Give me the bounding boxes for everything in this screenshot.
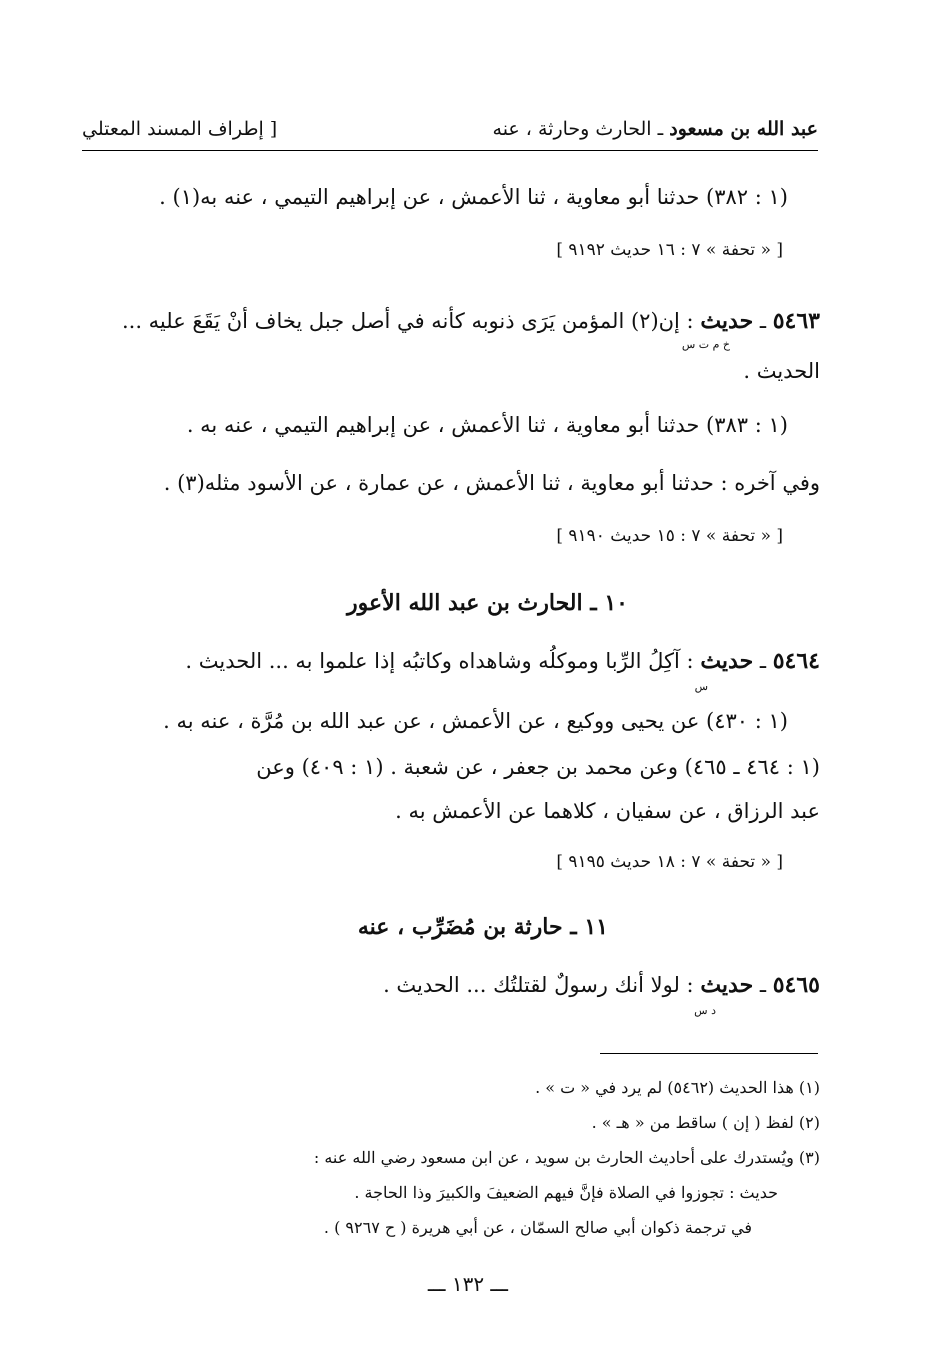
dash: ـ [759, 309, 767, 333]
dash: ـ [759, 649, 767, 673]
hadith-label: حديث [700, 972, 754, 998]
hadith-sigla: خ م ت س [681, 338, 730, 351]
hadith-label: حديث [700, 648, 754, 674]
footnote-2: (٢) لفظ ( إن ) ساقط من « هـ » . [591, 1113, 820, 1132]
section-heading-10: ١٠ ـ الحارث بن عبد الله الأعور [347, 590, 628, 616]
tuhfa-reference-3: [ « تحفة » ٧ : ١٨ حديث ٩١٩٥ ] [556, 852, 783, 872]
hadith-number: ٥٤٦٥ [772, 972, 820, 998]
hadith-5463 [122, 306, 820, 336]
hadith-text: : لولا أنك رسولٌ لقتلتُك ... الحديث . [383, 973, 694, 997]
footnote-separator [600, 1053, 818, 1054]
isnad-line-6: عبد الرزاق ، عن سفيان ، كلاهما عن الأعمش به . [395, 799, 820, 823]
footnote-3-line-3: في ترجمة ذكوان أبي صالح السمّان ، عن أبي هريرة ( ح ٩٢٦٧ ) . [323, 1218, 752, 1237]
hadith-text: : إن(٢) المؤمن يَرَى ذنوبه كأنه في أصل جبل يخاف أنْ يَقَعَ عليه ... [121, 309, 694, 333]
hadith-sigla: س [694, 680, 708, 693]
tuhfa-reference-2: [ « تحفة » ٧ : ١٥ حديث ٩١٩٠ ] [556, 526, 783, 546]
dash: ـ [759, 973, 767, 997]
running-header-right [493, 118, 818, 140]
isnad-line-4: (١ : ٤٣٠) عن يحيى ووكيع ، عن الأعمش ، عن عبد الله بن مُرَّة ، عنه به . [163, 709, 788, 733]
hadith-5464 [185, 646, 820, 676]
isnad-line-3: وفي آخره : حدثنا أبو معاوية ، ثنا الأعمش ، عن عمارة ، عن الأسود مثله(٣) . [163, 471, 820, 495]
isnad-line-5: (١ : ٤٦٤ ـ ٤٦٥) وعن محمد بن جعفر ، عن شعبة . (١ : ٤٠٩) وعن [256, 755, 820, 779]
hadith-label: حديث [700, 308, 754, 334]
section-heading-11: ١١ ـ حارثة بن مُضَرِّب ، عنه [357, 914, 608, 940]
header-rule [82, 150, 818, 151]
hadith-5463-continuation: الحديث . [743, 359, 820, 383]
hadith-number: ٥٤٦٣ [772, 308, 820, 334]
running-header-left: [ إطراف المسند المعتلي [82, 118, 278, 140]
hadith-number: ٥٤٦٤ [772, 648, 820, 674]
footnote-1: (١) هذا الحديث (٥٤٦٢) لم يرد في « ت » . [535, 1078, 820, 1097]
isnad-line-1: (١ : ٣٨٢) حدثنا أبو معاوية ، ثنا الأعمش ، عن إبراهيم التيمي ، عنه به(١) . [159, 185, 788, 209]
hadith-sigla: د س [694, 1004, 716, 1017]
footnote-3-line-2: حديث : تجوزوا في الصلاة فإنَّ فيهم الضعيفَ والكبيرَ وذا الحاجة . [354, 1183, 778, 1202]
footnote-3: (٣) ويُستدرك على أحاديث الحارث بن سويد ، عن ابن مسعود رضي الله عنه : [313, 1148, 820, 1167]
header-author: عبد الله بن مسعود [669, 118, 818, 140]
hadith-text: : آكِلُ الرِّبا وموكلُه وشاهداه وكاتبُه إذا علموا به ... الحديث . [185, 649, 694, 673]
tuhfa-reference-1: [ « تحفة » ٧ : ١٦ حديث ٩١٩٢ ] [556, 240, 783, 260]
isnad-line-2: (١ : ٣٨٣) حدثنا أبو معاوية ، ثنا الأعمش ، عن إبراهيم التيمي ، عنه به . [186, 413, 788, 437]
header-subject: ـ الحارث وحارثة ، عنه [492, 118, 664, 140]
page-number: ـــ ١٣٢ ـــ [427, 1272, 508, 1296]
hadith-5465 [383, 970, 820, 1000]
